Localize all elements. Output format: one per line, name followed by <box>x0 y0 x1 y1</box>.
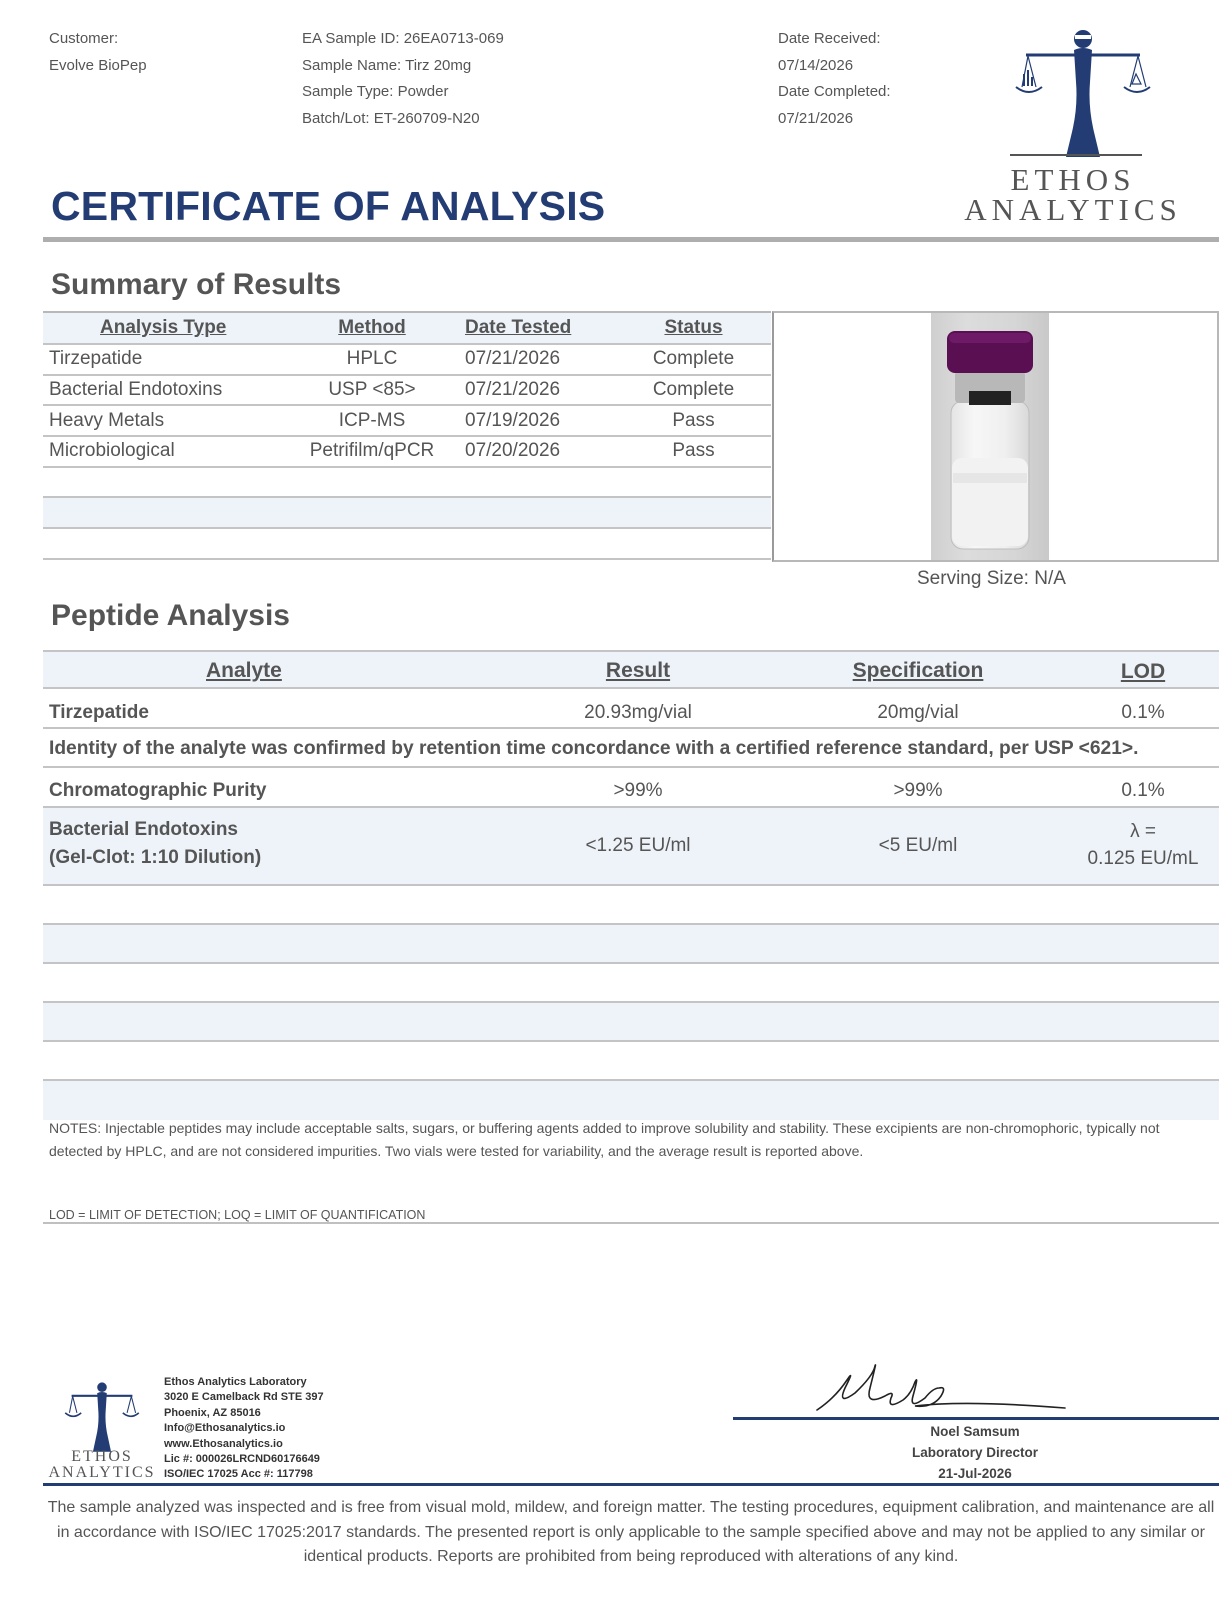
method: ICP-MS <box>338 409 406 431</box>
batch-lot: Batch/Lot: ET-260709-N20 <box>302 109 480 127</box>
lab-license: Lic #: 000026LRCND60176649 <box>164 1453 320 1466</box>
result: 20.93mg/vial <box>584 702 692 723</box>
table-row-empty <box>43 925 1219 964</box>
sample-name: Sample Name: Tirz 20mg <box>302 56 472 74</box>
footer-logo-analytics: ANALYTICS <box>48 1464 156 1481</box>
specification: >99% <box>893 780 943 801</box>
sample-vial-photo <box>931 313 1049 560</box>
status: Complete <box>652 348 735 370</box>
notes-text: Injectable peptides may include acceptable salts, sugars, or buffering agents added to improve solubility and stability. These excipients are non-chromophoric, typically not detected by HPLC, and are not considered impurities. Two vials were tested for variability, and the average result is reported above. <box>49 1120 1160 1159</box>
analysis-type: Bacterial Endotoxins <box>49 379 223 401</box>
lab-website: www.Ethosanalytics.io <box>164 1437 283 1450</box>
date-completed: 07/21/2026 <box>778 109 854 127</box>
sample-block <box>302 26 504 132</box>
analysis-type: Heavy Metals <box>49 409 165 431</box>
table-row-empty <box>43 498 771 529</box>
lod: 0.1% <box>1121 702 1165 723</box>
analyte: Chromatographic Purity <box>49 780 267 801</box>
logo-divider <box>1010 154 1142 156</box>
date-received: 07/14/2026 <box>778 56 854 74</box>
logo-wordmark-analytics: ANALYTICS <box>964 192 1182 227</box>
lab-address: 3020 E Camelback Rd STE 397 <box>164 1391 324 1404</box>
signer-name: Noel Samsum <box>930 1424 1020 1439</box>
footer-logo-ethos: ETHOS <box>71 1448 133 1465</box>
lab-city: Phoenix, AZ 85016 <box>164 1406 261 1419</box>
table-row <box>43 437 771 468</box>
lod-line1: λ = <box>1130 821 1156 842</box>
col-lod: LOD <box>1120 660 1166 683</box>
date-completed-label: Date Completed: <box>778 83 891 100</box>
table-row <box>43 768 1219 808</box>
customer-block <box>49 26 147 79</box>
status: Pass <box>672 440 715 462</box>
summary-heading: Summary of Results <box>51 268 342 301</box>
date-tested: 07/21/2026 <box>465 379 561 401</box>
table-row-empty <box>43 468 771 499</box>
date-tested: 07/19/2026 <box>465 409 561 431</box>
identity-note: Identity of the analyte was confirmed by retention time concordance with a certified reference standard, per USP <621>. <box>49 738 1139 759</box>
lab-name: Ethos Analytics Laboratory <box>164 1376 307 1388</box>
col-method: Method <box>338 317 406 338</box>
customer-label: Customer: <box>49 30 119 47</box>
table-row-empty <box>43 529 771 560</box>
sample-type: Sample Type: Powder <box>302 83 449 100</box>
page-title: CERTIFICATE OF ANALYSIS <box>51 183 606 229</box>
lod: 0.1% <box>1121 780 1165 801</box>
col-status: Status <box>664 317 723 338</box>
peptide-heading: Peptide Analysis <box>51 599 290 632</box>
peptide-header-row <box>43 650 1219 689</box>
logo-wordmark-ethos: ETHOS <box>1010 162 1136 197</box>
table-row-empty <box>43 1081 1219 1120</box>
signed-date: 21-Jul-2026 <box>938 1466 1012 1481</box>
analysis-type: Microbiological <box>49 440 175 462</box>
col-date-tested: Date Tested <box>465 317 572 338</box>
dates-block <box>778 26 891 132</box>
title-divider <box>43 237 1219 242</box>
col-analyte: Analyte <box>206 659 282 682</box>
identity-note-row <box>43 729 1219 768</box>
notes-divider <box>43 1222 1219 1224</box>
method: Petrifilm/qPCR <box>309 440 435 462</box>
table-row <box>43 808 1219 886</box>
notes-label: NOTES: <box>49 1120 102 1136</box>
status: Pass <box>672 409 715 431</box>
analysis-type: Tirzepatide <box>49 348 143 370</box>
signer-title: Laboratory Director <box>911 1445 1039 1460</box>
ethos-logo-icon <box>1008 22 1158 162</box>
analyte-line1: Bacterial Endotoxins <box>49 819 238 840</box>
date-tested: 07/20/2026 <box>465 440 561 462</box>
result: >99% <box>613 780 663 801</box>
col-specification: Specification <box>852 659 984 682</box>
footer-divider <box>43 1483 1219 1486</box>
lab-info <box>164 1375 324 1483</box>
col-result: Result <box>605 659 671 682</box>
table-row <box>43 376 771 407</box>
disclaimer: The sample analyzed was inspected and is free from visual mold, mildew, and foreign matter. The testing procedures, equipment calibration, and maintenance are all in accordance with ISO/IEC 17025:2017 standards. The presented report is only applicable to the sample specified above and may not be applied to any similar or identical products. Reports are prohibited from being reproduced with alterations of any kind. <box>47 1499 1215 1565</box>
table-row <box>43 345 771 376</box>
notes <box>49 1117 1214 1163</box>
serving-size: Serving Size: N/A <box>917 568 1066 589</box>
summary-header-row <box>43 313 771 345</box>
table-row-empty <box>43 1003 1219 1042</box>
table-row-empty <box>43 886 1219 925</box>
lab-email: Info@Ethosanalytics.io <box>164 1422 286 1435</box>
specification: <5 EU/ml <box>878 835 958 856</box>
method: USP <85> <box>328 379 416 401</box>
result: <1.25 EU/ml <box>585 835 691 856</box>
table-row <box>43 689 1219 729</box>
analyte: Tirzepatide <box>49 702 149 723</box>
table-row-empty <box>43 1042 1219 1081</box>
analyte-line2: (Gel-Clot: 1:10 Dilution) <box>49 847 262 868</box>
lod-definition: LOD = LIMIT OF DETECTION; LOQ = LIMIT OF QUANTIFICATION <box>49 1208 426 1222</box>
table-row <box>43 406 771 437</box>
sample-id: EA Sample ID: 26EA0713-069 <box>302 30 504 47</box>
lab-accreditation: ISO/IEC 17025 Acc #: 117798 <box>164 1468 313 1481</box>
table-row-empty <box>43 964 1219 1003</box>
signature <box>815 1358 1075 1418</box>
lod-line2: 0.125 EU/mL <box>1087 848 1199 869</box>
col-analysis-type: Analysis Type <box>100 317 227 338</box>
date-received-label: Date Received: <box>778 30 881 47</box>
specification: 20mg/vial <box>877 702 959 723</box>
summary-table <box>43 311 771 560</box>
method: HPLC <box>346 348 398 370</box>
ethos-logo-small-icon <box>62 1378 142 1453</box>
signer-block <box>880 1421 1070 1484</box>
customer-name: Evolve BioPep <box>49 56 147 74</box>
signature-line <box>733 1417 1219 1420</box>
status: Complete <box>652 379 735 401</box>
date-tested: 07/21/2026 <box>465 348 561 370</box>
